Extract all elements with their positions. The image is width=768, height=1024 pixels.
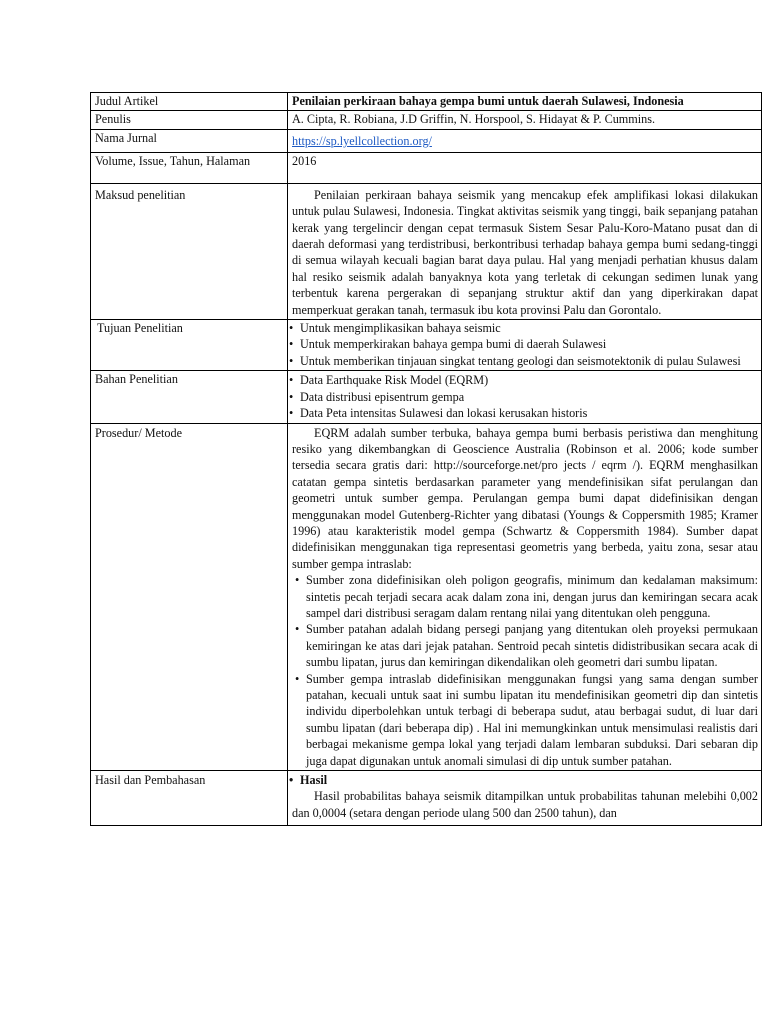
hasil-list (292, 772, 758, 788)
hasil-cell (288, 771, 762, 826)
tujuan-cell (288, 320, 762, 371)
label-jurnal: Nama Jurnal (91, 129, 288, 152)
row-maksud (91, 183, 762, 319)
list-item: • Untuk memberikan tinjauan singkat tentang geologi dan seismotektonik di pulau Sulawesi (292, 353, 758, 369)
list-item: • Data Peta intensitas Sulawesi dan lokasi kerusakan historis (292, 405, 758, 421)
row-penulis (91, 111, 762, 129)
article-review-table (90, 92, 762, 826)
label-prosedur: Prosedur/ Metode (91, 423, 288, 771)
row-volume (91, 152, 762, 183)
tujuan-list (292, 320, 758, 369)
label-judul: Judul Artikel (91, 93, 288, 111)
bahan-list (292, 372, 758, 421)
row-prosedur (91, 423, 762, 771)
list-item: • Sumber patahan adalah bidang persegi panjang yang ditentukan oleh proyeksi permukaan kemiringan ke atas dari jejak patahan. Sentroid pecah sintetis didistribusikan secara acak di sumbu lipatan, jurus dan kemiringan dikendalikan oleh geometri dari sumbu lipatan. (292, 621, 758, 670)
journal-cell (288, 129, 762, 152)
list-item: • Data Earthquake Risk Model (EQRM) (292, 372, 758, 388)
maksud-paragraph: Penilaian perkiraan bahaya seismik yang mencakup efek amplifikasi lokasi dilakukan untuk pulau Sulawesi, Indonesia. Tingkat aktivitas seismik yang tinggi, baik sepanjang patahan kerak yang tergelincir dengan cepat termasuk Sistem Sesar Palu-Koro-Matano pusat dan di daerah deformasi yang terdistribusi, berkontribusi terhadap bahaya gempa bumi sedang-tinggi di semua wilayah kecuali bagian barat daya pulau. Hal yang menjadi perhatian khusus dalam hal resiko seismik adalah banyaknya kota yang terletak di cekungan sedimen lunak yang terbentuk karena pergerakan di sepanjang struktur aktif dan yang diperkirakan dapat memperkuat gerakan tanah, termasuk ibu kota provinsi Palu dan Gorontalo. (292, 187, 758, 317)
row-bahan (91, 371, 762, 423)
hasil-paragraph: Hasil probabilitas bahaya seismik ditampilkan untuk probabilitas tahunan melebihi 0,002 dan 0,0004 (setara dengan periode ulang 500 dan 2500 tahun), dan (292, 789, 758, 820)
list-item: • Untuk mengimplikasikan bahaya seismic (292, 320, 758, 336)
label-hasil: Hasil dan Pembahasan (91, 771, 288, 826)
volume-year: 2016 (288, 152, 762, 183)
maksud-cell (288, 183, 762, 319)
label-penulis: Penulis (91, 111, 288, 129)
article-title: Penilaian perkiraan bahaya gempa bumi untuk daerah Sulawesi, Indonesia (288, 93, 762, 111)
row-hasil (91, 771, 762, 826)
hasil-text-clip (292, 788, 758, 824)
prosedur-source-list (292, 572, 758, 769)
label-maksud: Maksud penelitian (91, 183, 288, 319)
list-item: • Sumber zona didefinisikan oleh poligon geografis, minimum dan kedalaman maksimum: sintetis pecah terjadi secara acak dalam zona ini, dengan jurus dan kemiringan secara acak sampel dari distribusi seragam dalam rentang nilai yang ditentukan oleh pengguna. (292, 572, 758, 621)
prosedur-cell (288, 423, 762, 771)
label-tujuan: Tujuan Penelitian (91, 320, 288, 371)
label-volume: Volume, Issue, Tahun, Halaman (91, 152, 288, 183)
hasil-heading: • Hasil (292, 772, 758, 788)
bahan-cell (288, 371, 762, 423)
prosedur-paragraph: EQRM adalah sumber terbuka, bahaya gempa bumi berbasis peristiwa dan menghitung resiko yang dikembangkan di Geoscience Australia (Robinson et al. 2006; kode sumber tersedia secara gratis dari: http://sourceforge.net/pro jects / eqrm /). EQRM menghasilkan catatan gempa sintetis berdasarkan parameter yang mendefinisikan sifat perulangan dan geometri untuk sumber gempa. Perulangan gempa bumi dapat didefinisikan dengan menggunakan model Gutenberg-Richter yang dibatasi (Youngs & Coppersmith 1985; Kramer 1996) atau karakteristik model gempa (Schwartz & Coppersmith 1984). Sumber dapat didefinisikan menggunakan tiga representasi geometris yang berbeda, yaitu zona, sesar atau sumber gempa intraslab: (292, 425, 758, 571)
row-tujuan (91, 320, 762, 371)
list-item: • Data distribusi episentrum gempa (292, 389, 758, 405)
row-jurnal (91, 129, 762, 152)
row-judul (91, 93, 762, 111)
journal-link[interactable]: https://sp.lyellcollection.org/ (292, 133, 432, 148)
label-bahan: Bahan Penelitian (91, 371, 288, 423)
list-item: • Untuk memperkirakan bahaya gempa bumi di daerah Sulawesi (292, 336, 758, 352)
list-item: • Sumber gempa intraslab didefinisikan menggunakan fungsi yang sama dengan sumber patahan, kecuali untuk saat ini sumbu lipatan itu mendefinisikan geometri dip dan sintetis individu diperbolehkan untuk terbagi di beberapa sudut, atau berbagai sudut, di luar dari sumbu lipatan (dari beberapa dip) . Hal ini memungkinkan untuk mensimulasi realistis dari berbagai mekanisme gempa lokal yang terjadi dalam lembaran subduksi. Dari sebaran dip juga dapat digunakan untuk anomali simulasi di dip untuk sumber patahan. (292, 671, 758, 769)
authors: A. Cipta, R. Robiana, J.D Griffin, N. Horspool, S. Hidayat & P. Cummins. (288, 111, 762, 129)
